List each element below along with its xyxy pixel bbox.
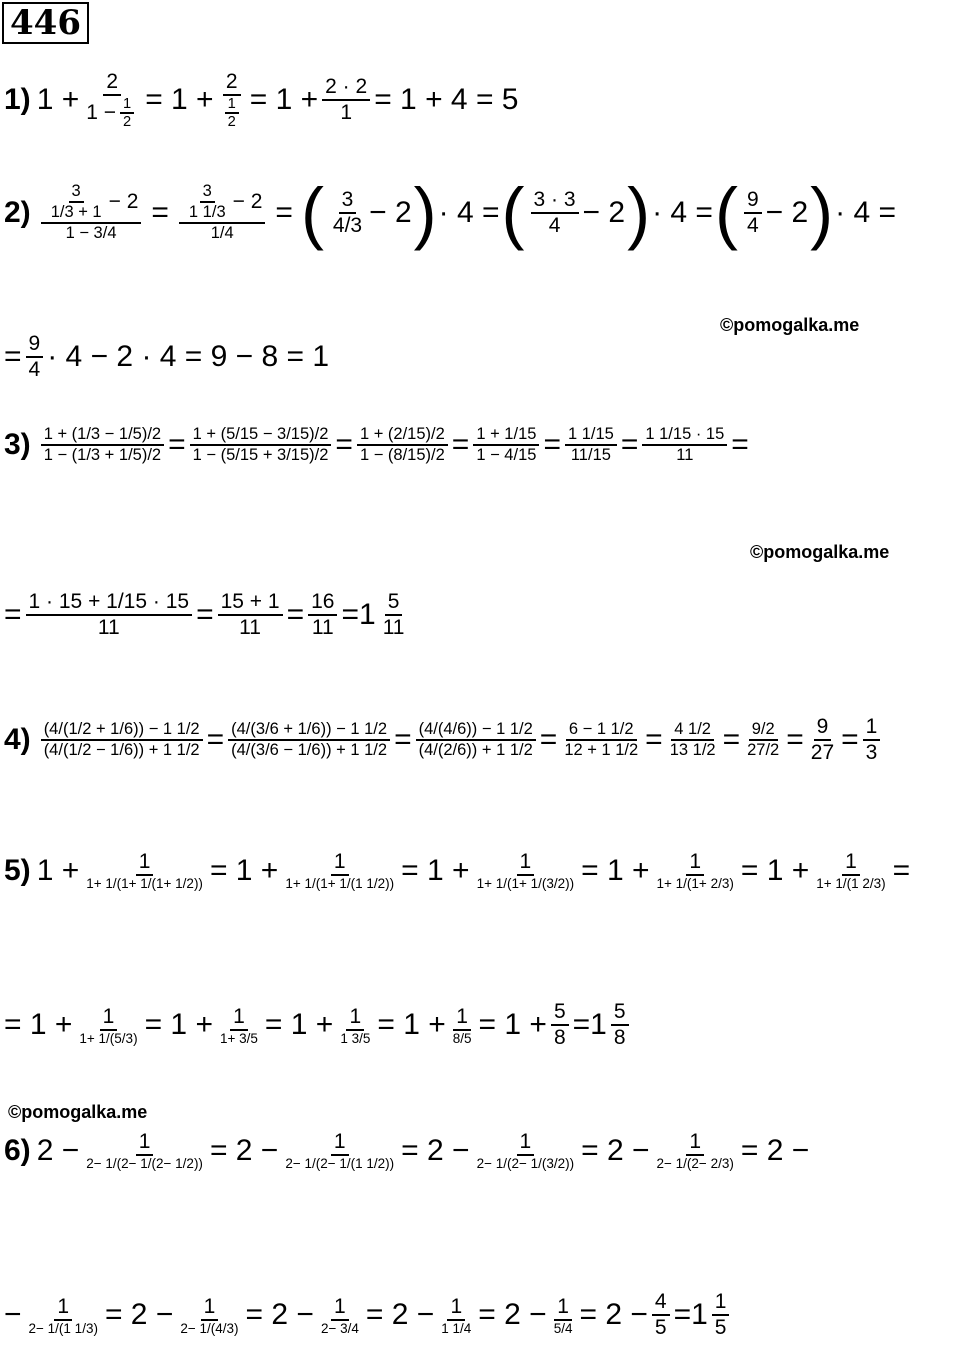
p4-fraction-d bbox=[561, 720, 641, 760]
p2-fraction-c bbox=[330, 188, 365, 238]
fraction-denominator: 1 − 4/15 bbox=[476, 446, 537, 464]
problem-6-line-1 bbox=[4, 1130, 809, 1171]
problem-2-line-1 bbox=[4, 174, 897, 251]
p1-fraction-3 bbox=[322, 75, 370, 125]
equals-sign: = bbox=[892, 853, 911, 887]
equals-sign: = bbox=[151, 195, 169, 229]
p5-term: = 1 + bbox=[144, 1008, 213, 1041]
fraction-denominator: 8 bbox=[613, 1026, 626, 1049]
fraction-denominator: 11 bbox=[311, 616, 334, 639]
fraction-numerator: 1 bbox=[517, 1130, 535, 1156]
p1-fraction-2 bbox=[218, 70, 246, 130]
equals-sign: = bbox=[539, 723, 558, 756]
p5-fraction-e bbox=[813, 850, 888, 891]
equals-sign: = bbox=[451, 428, 470, 461]
p2-fraction-b bbox=[179, 182, 265, 243]
p5-fraction-g bbox=[217, 1005, 261, 1046]
fraction-numerator: 9 bbox=[814, 715, 832, 741]
whole-part: 1 bbox=[590, 1008, 607, 1041]
fraction-numerator: 1 1/15 · 15 bbox=[642, 425, 727, 446]
p6-term: = 2 − bbox=[245, 1298, 314, 1331]
fraction-denominator: 2− 1/(2− 2/3) bbox=[656, 1156, 734, 1171]
fraction-numerator: 1 bbox=[686, 850, 704, 876]
p2-fraction-e bbox=[744, 188, 762, 238]
fraction-denominator: 2− 1/(4/3) bbox=[180, 1320, 239, 1336]
fraction-denominator: 1+ 1/(1+ 1/(1 1/2)) bbox=[285, 876, 395, 891]
fraction-denominator: 1 − 3/4 bbox=[65, 224, 117, 242]
fraction-denominator: (4/(3/6 − 1/6)) + 1 1/2 bbox=[231, 741, 388, 759]
fraction-denominator: 13 1/2 bbox=[669, 741, 716, 759]
p5-fraction-j bbox=[551, 1000, 569, 1050]
fraction-denominator: 1 bbox=[340, 101, 353, 124]
fraction-numerator: 1 bbox=[842, 850, 860, 876]
fraction-denominator bbox=[218, 96, 246, 130]
p6-fraction-a bbox=[83, 1130, 206, 1171]
fraction-denominator: 27 bbox=[810, 741, 835, 764]
numerator-rest: − 2 bbox=[232, 190, 263, 213]
fraction-numerator: 3 bbox=[200, 182, 215, 203]
fraction-numerator: 3 · 3 bbox=[531, 188, 579, 214]
p6-term: = 2 − bbox=[581, 1133, 650, 1167]
nested-fraction bbox=[120, 96, 134, 130]
fraction-numerator: 1 + (2/15)/2 bbox=[357, 425, 448, 446]
fraction-numerator: 1 + (1/3 − 1/5)/2 bbox=[41, 425, 164, 446]
fraction-denominator: 1+ 1/(1+ 1/(3/2)) bbox=[476, 876, 575, 891]
fraction-numerator: 4 bbox=[652, 1290, 670, 1316]
p6-fraction-h bbox=[438, 1295, 474, 1336]
p3-fraction-d bbox=[473, 425, 539, 465]
equals-sign: = bbox=[341, 598, 359, 631]
multiply-term: · 4 = bbox=[652, 195, 713, 229]
p5-fraction-c bbox=[474, 850, 578, 891]
fraction-denominator: 1+ 1/(1 2/3) bbox=[816, 876, 886, 891]
equals-sign: = bbox=[722, 723, 741, 756]
problem-3-line-2 bbox=[4, 590, 412, 640]
close-paren: ) bbox=[413, 174, 437, 251]
problem-4-line bbox=[4, 715, 884, 765]
p5-term: = 1 + bbox=[4, 1008, 73, 1041]
p5-term: = 1 + bbox=[264, 1008, 334, 1041]
fraction-numerator: (4/(3/6 + 1/6)) − 1 1/2 bbox=[228, 720, 390, 741]
fraction-numerator: 5 bbox=[551, 1000, 569, 1026]
p6-fraction-f bbox=[177, 1295, 241, 1336]
p5-fraction-h bbox=[337, 1005, 373, 1046]
p6-term: = 2 − bbox=[401, 1133, 470, 1167]
p6-fraction-i bbox=[551, 1295, 576, 1336]
watermark: ©pomogalka.me bbox=[8, 1102, 148, 1122]
fraction-denominator: 11/15 bbox=[570, 446, 611, 464]
fraction-numerator: 1 · 15 + 1/15 · 15 bbox=[26, 590, 193, 616]
fraction-numerator: 1 + (5/15 − 3/15)/2 bbox=[190, 425, 332, 446]
p5-fraction-i bbox=[450, 1005, 475, 1046]
equals-sign: = bbox=[286, 598, 305, 631]
problem-3-line-1 bbox=[4, 425, 749, 465]
fraction-numerator: 1 bbox=[346, 1005, 364, 1031]
p6-result bbox=[691, 1290, 733, 1340]
p6-term: = 2 − bbox=[740, 1133, 810, 1167]
p6-fraction-c bbox=[474, 1130, 578, 1171]
equals-sign: = bbox=[645, 723, 663, 756]
equals-sign: = bbox=[841, 723, 859, 756]
equals-sign: = bbox=[786, 723, 804, 756]
p5-fraction-a bbox=[83, 850, 206, 891]
equals-sign: = bbox=[4, 340, 22, 373]
problem-6-line-2 bbox=[4, 1290, 733, 1340]
p3-fraction-a bbox=[41, 425, 164, 465]
fraction-denominator: 11 bbox=[239, 616, 261, 639]
fraction-numerator: 1 bbox=[230, 1005, 248, 1031]
p1-fraction-1 bbox=[83, 70, 141, 130]
fraction-numerator: 6 − 1 1/2 bbox=[566, 720, 637, 741]
fraction-denominator: 5/4 bbox=[553, 1320, 573, 1336]
p5-result bbox=[590, 1000, 632, 1050]
open-paren: ( bbox=[300, 174, 324, 251]
fraction-denominator: 1 3/5 bbox=[340, 1030, 371, 1046]
p5-fraction-f bbox=[76, 1005, 140, 1046]
fraction-numerator: 5 bbox=[611, 1000, 629, 1026]
problem-1-label: 1) bbox=[4, 83, 31, 116]
equals-sign: = bbox=[394, 723, 412, 756]
fraction-numerator: 2 bbox=[103, 70, 121, 96]
fraction-numerator: 1 bbox=[712, 1290, 730, 1316]
p6-term: = 2 − bbox=[104, 1298, 174, 1331]
whole-part: 1 bbox=[359, 598, 376, 631]
fraction-numerator: 16 bbox=[308, 590, 337, 616]
nested-fraction bbox=[186, 182, 229, 222]
fraction-numerator: 1 bbox=[331, 850, 349, 876]
p6-fraction-g bbox=[318, 1295, 362, 1336]
fraction-numerator: 2 · 2 bbox=[322, 75, 370, 101]
fraction-numerator: 3 bbox=[69, 182, 84, 203]
problem-3-label: 3) bbox=[4, 428, 31, 461]
fraction-numerator: 1 bbox=[100, 1005, 118, 1031]
fraction-numerator: 1 bbox=[54, 1295, 72, 1321]
fraction-denominator: 1 − (5/15 + 3/15)/2 bbox=[192, 446, 329, 464]
p6-term: = 2 − bbox=[365, 1298, 435, 1331]
open-paren: ( bbox=[501, 174, 525, 251]
p6-fraction-e bbox=[26, 1295, 101, 1336]
fraction-denominator: 11 bbox=[97, 616, 120, 639]
fraction-denominator: 1+ 1/(5/3) bbox=[79, 1030, 138, 1046]
nested-fraction bbox=[48, 182, 105, 222]
p3-fraction-i bbox=[308, 590, 337, 640]
fraction-denominator: 2− 1/(2− 1/(2− 1/2)) bbox=[86, 1156, 203, 1171]
fraction-numerator: 1 bbox=[331, 1295, 349, 1321]
p3-fraction-f bbox=[642, 425, 727, 465]
fraction-numerator: 1 bbox=[517, 850, 535, 876]
fraction-numerator bbox=[41, 182, 142, 224]
problem-number: 446 bbox=[2, 2, 89, 44]
p4-fraction-g bbox=[808, 715, 837, 765]
fraction-numerator: 1 bbox=[447, 1295, 465, 1321]
p5-fraction-b bbox=[282, 850, 397, 891]
p1-term: 1 + bbox=[36, 83, 80, 116]
p5-term: = 1 + bbox=[209, 853, 279, 887]
fraction-denominator: 12 + 1 1/2 bbox=[564, 741, 639, 759]
p3-fraction-e bbox=[565, 425, 617, 465]
p1-term: = 1 + bbox=[249, 83, 319, 116]
watermark: ©pomogalka.me bbox=[750, 542, 890, 562]
p4-fraction-h bbox=[863, 715, 881, 765]
problem-5-label: 5) bbox=[4, 853, 31, 887]
paren-rest: − 2 bbox=[765, 195, 809, 229]
p2-fraction-a bbox=[41, 182, 142, 243]
fraction-denominator: 4 bbox=[28, 358, 41, 381]
fraction-denominator: 3 bbox=[865, 741, 878, 764]
fraction-denominator: 8/5 bbox=[452, 1030, 472, 1046]
p5-term: = 1 + bbox=[478, 1008, 547, 1041]
p5-fraction-d bbox=[654, 850, 737, 891]
problem-6-label: 6) bbox=[4, 1133, 31, 1167]
fraction-numerator bbox=[179, 182, 265, 224]
whole-part: 1 bbox=[691, 1298, 708, 1331]
fraction-part bbox=[380, 590, 408, 640]
paren-rest: − 2 bbox=[369, 195, 412, 229]
p6-fraction-b bbox=[282, 1130, 397, 1171]
equals-sign: = bbox=[335, 428, 353, 461]
paren-rest: − 2 bbox=[582, 195, 626, 229]
fraction-denominator: 2− 1/(1 1/3) bbox=[28, 1320, 98, 1336]
fraction-denominator: 2− 3/4 bbox=[320, 1320, 359, 1336]
p5-term: = 1 + bbox=[377, 1008, 446, 1041]
fraction-denominator: (4/(2/6)) + 1 1/2 bbox=[418, 741, 533, 759]
p6-term: − bbox=[4, 1298, 22, 1331]
fraction-numerator: 3 bbox=[339, 188, 357, 214]
p2-fraction-f bbox=[26, 332, 44, 382]
p5-term: 1 + bbox=[36, 853, 80, 887]
open-paren: ( bbox=[714, 174, 738, 251]
p3-result bbox=[359, 590, 412, 640]
p6-fraction-d bbox=[654, 1130, 737, 1171]
problem-5-line-1 bbox=[4, 850, 910, 891]
fraction-denominator: 5 bbox=[714, 1316, 727, 1339]
p1-term: = 1 + bbox=[145, 83, 214, 116]
fraction-denominator: 5 bbox=[654, 1316, 667, 1339]
fraction-numerator: 1 + 1/15 bbox=[473, 425, 539, 446]
fraction-numerator: 1 bbox=[136, 1130, 154, 1156]
equals-sign: = bbox=[168, 428, 186, 461]
p3-fraction-c bbox=[357, 425, 448, 465]
fraction-denominator: 1+ 3/5 bbox=[219, 1030, 258, 1046]
fraction-denominator: 1/3 + 1 bbox=[50, 203, 102, 221]
p4-fraction-c bbox=[416, 720, 536, 760]
watermark: ©pomogalka.me bbox=[720, 315, 860, 335]
fraction-numerator: (4/(4/6)) − 1 1/2 bbox=[416, 720, 536, 741]
p6-term: = 2 − bbox=[478, 1298, 547, 1331]
fraction-denominator: 2− 1/(2− 1/(1 1/2)) bbox=[285, 1156, 395, 1171]
equals-sign: = bbox=[275, 195, 293, 229]
problem-2-line-2 bbox=[4, 332, 329, 382]
fraction-denominator: 4 bbox=[548, 213, 561, 237]
equals-sign: = bbox=[196, 598, 214, 631]
fraction-numerator: 9 bbox=[26, 332, 44, 358]
denominator-term: 1 − bbox=[86, 101, 117, 124]
p6-term: = 2 − bbox=[579, 1298, 648, 1331]
fraction-denominator: 1 1/4 bbox=[441, 1320, 472, 1336]
problem-1-line bbox=[4, 70, 519, 130]
fraction-numerator: 1 1/15 bbox=[565, 425, 617, 446]
p6-fraction-j bbox=[652, 1290, 670, 1340]
p4-fraction-b bbox=[228, 720, 390, 760]
p6-term: 2 − bbox=[36, 1133, 80, 1167]
p1-result: = 1 + 4 = 5 bbox=[374, 83, 519, 116]
fraction-denominator: 4 bbox=[746, 213, 759, 237]
equals-sign: = bbox=[4, 598, 22, 631]
fraction-part bbox=[611, 1000, 629, 1050]
fraction-numerator: 1 bbox=[136, 850, 154, 876]
fraction-numerator: 9/2 bbox=[749, 720, 778, 741]
fraction-denominator: 1+ 1/(1+ 1/(1+ 1/2)) bbox=[86, 876, 203, 891]
fraction-part bbox=[712, 1290, 730, 1340]
p5-term: = 1 + bbox=[740, 853, 810, 887]
equals-sign: = bbox=[206, 723, 225, 756]
p5-term: = 1 + bbox=[581, 853, 650, 887]
fraction-denominator: 2 bbox=[227, 114, 236, 130]
fraction-numerator: 4 1/2 bbox=[671, 720, 714, 741]
p2-fraction-d bbox=[531, 188, 579, 238]
problem-2-label: 2) bbox=[4, 195, 31, 229]
multiply-term: · 4 = bbox=[438, 195, 500, 229]
fraction-denominator: 11 bbox=[676, 446, 694, 464]
fraction-numerator: 1 bbox=[225, 96, 239, 114]
problem-5-line-2 bbox=[4, 1000, 633, 1050]
fraction-denominator: (4/(1/2 − 1/6)) + 1 1/2 bbox=[43, 741, 200, 759]
problem-4-label: 4) bbox=[4, 723, 31, 756]
fraction-numerator: 9 bbox=[744, 188, 762, 214]
close-paren: ) bbox=[810, 174, 834, 251]
p2-result: · 4 − 2 · 4 = 9 − 8 = 1 bbox=[47, 340, 330, 373]
fraction-numerator: 15 + 1 bbox=[218, 590, 283, 616]
equals-sign: = bbox=[731, 428, 749, 461]
p4-fraction-a bbox=[41, 720, 203, 760]
fraction-denominator bbox=[83, 96, 141, 130]
equals-sign: = bbox=[572, 1008, 591, 1041]
p4-fraction-f bbox=[744, 720, 782, 760]
fraction-denominator: 1 1/3 bbox=[188, 203, 226, 221]
fraction-numerator: 1 bbox=[453, 1005, 471, 1031]
equals-sign: = bbox=[543, 428, 561, 461]
fraction-denominator: 4/3 bbox=[332, 213, 363, 237]
fraction-denominator: 2 bbox=[123, 114, 132, 130]
fraction-denominator: 27/2 bbox=[747, 741, 780, 759]
fraction-numerator: 5 bbox=[385, 590, 403, 616]
equals-sign: = bbox=[673, 1298, 692, 1331]
p6-term: = 2 − bbox=[209, 1133, 279, 1167]
fraction-denominator: 8 bbox=[553, 1026, 566, 1049]
close-paren: ) bbox=[627, 174, 651, 251]
fraction-numerator: 1 bbox=[863, 715, 881, 741]
fraction-numerator: 1 bbox=[120, 96, 134, 114]
equals-sign: = bbox=[620, 428, 639, 461]
fraction-denominator: 1 − (8/15)/2 bbox=[359, 446, 445, 464]
fraction-denominator: 1/4 bbox=[210, 224, 234, 242]
fraction-numerator: 1 bbox=[554, 1295, 572, 1321]
fraction-numerator: 2 bbox=[223, 70, 241, 96]
p5-term: = 1 + bbox=[401, 853, 470, 887]
fraction-numerator: (4/(1/2 + 1/6)) − 1 1/2 bbox=[41, 720, 203, 741]
p4-fraction-e bbox=[667, 720, 719, 760]
fraction-denominator: 1+ 1/(1+ 2/3) bbox=[656, 876, 734, 891]
fraction-numerator: 1 bbox=[331, 1130, 349, 1156]
multiply-term: · 4 = bbox=[835, 195, 897, 229]
fraction-numerator: 1 bbox=[201, 1295, 219, 1321]
nested-fraction bbox=[225, 96, 239, 130]
p3-fraction-g bbox=[26, 590, 193, 640]
numerator-rest: − 2 bbox=[108, 190, 139, 213]
fraction-denominator: 11 bbox=[382, 616, 405, 639]
fraction-numerator: 1 bbox=[686, 1130, 704, 1156]
p3-fraction-h bbox=[218, 590, 283, 640]
p3-fraction-b bbox=[190, 425, 332, 465]
fraction-denominator: 2− 1/(2− 1/(3/2)) bbox=[476, 1156, 575, 1171]
fraction-denominator: 1 − (1/3 + 1/5)/2 bbox=[43, 446, 162, 464]
